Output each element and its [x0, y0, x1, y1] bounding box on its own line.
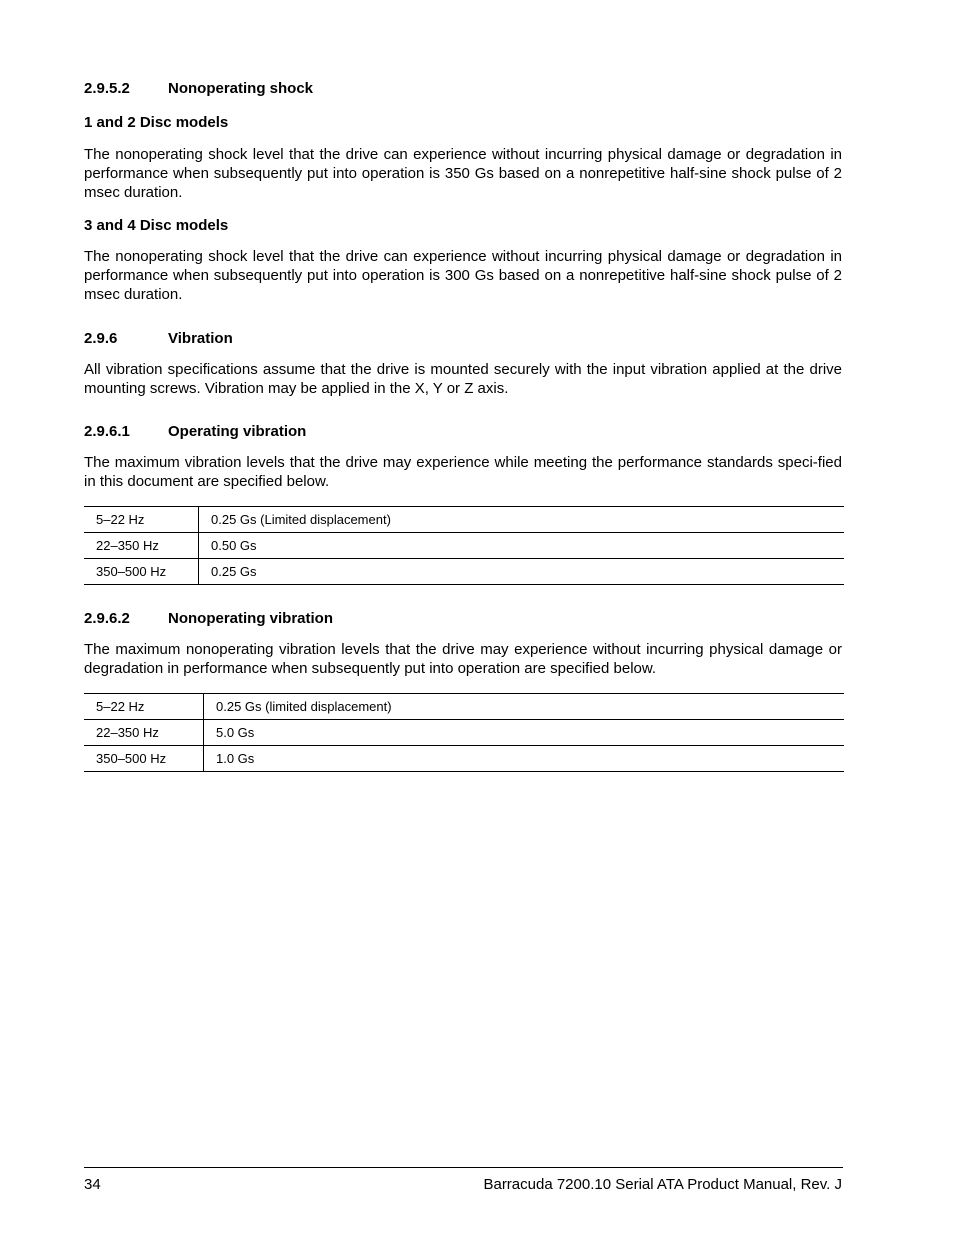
level-cell: 0.25 Gs (limited displacement) — [204, 694, 845, 720]
table-row — [84, 746, 844, 772]
frequency-cell: 5–22 Hz — [84, 694, 204, 720]
table-row — [84, 720, 844, 746]
section-title: Operating vibration — [168, 423, 307, 440]
level-cell: 0.25 Gs — [199, 559, 845, 585]
paragraph-shock-3-4-disc: The nonoperating shock level that the drive can experience without incurring physical damage or degradation in performance when subsequently put into operation is 300 Gs based on a nonrepetitive half-sine shock pulse of 2 msec duration. — [84, 248, 842, 303]
frequency-cell: 350–500 Hz — [84, 559, 199, 585]
page-number: 34 — [84, 1176, 101, 1193]
table-row — [84, 533, 844, 559]
section-heading-vibration — [84, 330, 233, 348]
section-number: 2.9.6.2 — [84, 610, 130, 627]
section-heading-nonoperating-shock — [84, 80, 313, 98]
document-title: Barracuda 7200.10 Serial ATA Product Manual, Rev. J — [483, 1176, 842, 1193]
table-row — [84, 507, 844, 533]
section-title: Nonoperating shock — [168, 80, 314, 97]
operating-vibration-table — [84, 506, 844, 585]
paragraph-operating-vibration: The maximum vibration levels that the drive may experience while meeting the performance standards speci-fied in this document are specified below. — [84, 454, 842, 490]
section-number: 2.9.6.1 — [84, 423, 130, 440]
paragraph-shock-1-2-disc: The nonoperating shock level that the drive can experience without incurring physical damage or degradation in performance when subsequently put into operation is 350 Gs based on a nonrepetitive half-sine shock pulse of 2 msec duration. — [84, 146, 842, 201]
table-row — [84, 559, 844, 585]
section-number: 2.9.5.2 — [84, 80, 130, 97]
subheading-1-2-disc: 1 and 2 Disc models — [84, 114, 229, 131]
section-title: Vibration — [168, 330, 233, 347]
frequency-cell: 350–500 Hz — [84, 746, 204, 772]
frequency-cell: 22–350 Hz — [84, 533, 199, 559]
footer-divider — [84, 1167, 843, 1168]
level-cell: 0.25 Gs (Limited displacement) — [199, 507, 845, 533]
paragraph-nonoperating-vibration: The maximum nonoperating vibration levels that the drive may experience without incurring physical damage or degradation in performance when subsequently put into operation are specified below. — [84, 641, 842, 677]
nonoperating-vibration-table — [84, 693, 844, 772]
frequency-cell: 5–22 Hz — [84, 507, 199, 533]
section-heading-operating-vibration — [84, 423, 306, 441]
section-title: Nonoperating vibration — [168, 610, 333, 627]
paragraph-vibration: All vibration specifications assume that the drive is mounted securely with the input vibration applied at the drive mounting screws. Vibration may be applied in the X, Y or Z axis. — [84, 361, 842, 397]
frequency-cell: 22–350 Hz — [84, 720, 204, 746]
level-cell: 1.0 Gs — [204, 746, 845, 772]
table-row — [84, 694, 844, 720]
section-number: 2.9.6 — [84, 330, 118, 347]
level-cell: 0.50 Gs — [199, 533, 845, 559]
level-cell: 5.0 Gs — [204, 720, 845, 746]
subheading-3-4-disc: 3 and 4 Disc models — [84, 217, 229, 234]
section-heading-nonoperating-vibration — [84, 610, 333, 628]
